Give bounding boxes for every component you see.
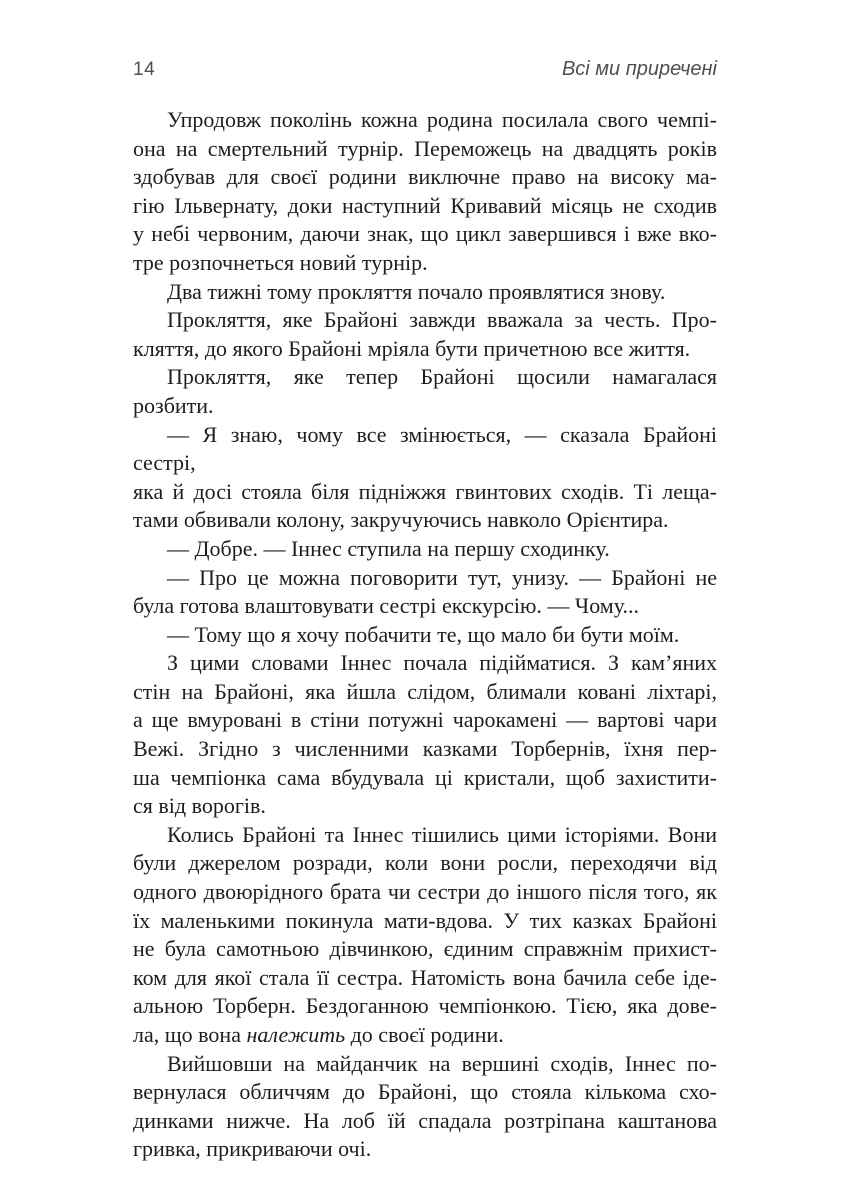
text-line: динками нижче. На лоб їй спадала розтріпана каштанова — [133, 1107, 717, 1133]
text-line: Упродовж поколінь кожна родина посилала свого чемпі- — [167, 107, 717, 132]
text-line: она на смертельний турнір. Переможець на двадцять років — [133, 135, 717, 161]
text-line: гію Ільвернату, доки наступний Кривавий місяць не сходив — [133, 192, 717, 218]
text-line: — Добре. — Іннес ступила на першу сходинку. — [167, 535, 610, 561]
text-line: альною Торберн. Бездоганною чемпіонкою. Тією, яка дове- — [133, 993, 717, 1019]
text-line: тами обвивали колону, закручуючись навколо Орієнтира. — [133, 507, 669, 533]
text-line: яка й досі стояла біля підніжжя гвинтових сходів. Ті леща- — [133, 478, 717, 504]
paragraph — [133, 306, 717, 363]
text-line: одного двоюрідного брата чи сестри до іншого після того, як — [133, 879, 717, 905]
text-line: у небі червоним, даючи знак, що цикл завершився і вже вко- — [133, 221, 717, 247]
paragraph — [133, 278, 717, 307]
text-line: їх маленькими покинула мати-вдова. У тих казках Брайоні — [133, 907, 717, 933]
text-line: З цими словами Іннес почала підійматися. З кам’яних — [167, 650, 717, 676]
paragraph — [133, 106, 717, 278]
text-line: ла, що вона належить до своєї родини. — [133, 1022, 504, 1047]
text-line: кляття, до якого Брайоні мріяла бути причетною все життя. — [133, 335, 691, 361]
text-line: Прокляття, яке тепер Брайоні щосили намагалася розбити. — [133, 364, 717, 418]
text-block — [133, 106, 717, 1164]
paragraph — [133, 535, 717, 564]
paragraph — [133, 649, 717, 821]
text-line: — Про це можна поговорити тут, унизу. — Брайоні не — [167, 564, 717, 590]
text-line: Вийшовши на майданчик на вершині сходів, Іннес по- — [167, 1050, 717, 1076]
text-line: тре розпочнеться новий турнір. — [133, 249, 428, 275]
paragraph — [133, 1050, 717, 1164]
text-line: здобував для своєї родини виключне право на високу ма- — [133, 164, 717, 190]
paragraph — [133, 564, 717, 621]
paragraph — [133, 363, 717, 420]
paragraph — [133, 621, 717, 650]
text-line: а ще вмуровані в стіни потужні чарокамені — вартові чари — [133, 707, 717, 733]
text-line: вернулася обличчям до Брайоні, що стояла кількома схо- — [133, 1079, 717, 1105]
text-line: — Я знаю, чому все змінюється, — сказала Брайоні сестрі, — [133, 421, 717, 476]
running-title: Всі ми приречені — [561, 58, 717, 80]
text-line: Два тижні тому прокляття почало проявлятися знову. — [167, 278, 666, 304]
text-line: гривка, прикриваючи очі. — [133, 1136, 372, 1162]
text-line: Вежі. Згідно з численними казками Торбернів, їхня пер- — [133, 736, 717, 762]
text-line: не була самотньою дівчинкою, єдиним справжнім прихист- — [133, 936, 717, 962]
paragraph — [133, 821, 717, 1050]
paragraph — [133, 421, 717, 535]
text-line: ша чемпіонка сама вбудувала ці кристали, щоб захистити- — [133, 764, 717, 790]
page-header — [133, 58, 717, 81]
text-line: ся від ворогів. — [133, 793, 266, 819]
text-line: була готова влаштовувати сестрі екскурсію. — Чому... — [133, 593, 639, 619]
text-line: Колись Брайоні та Іннес тішились цими історіями. Вони — [167, 821, 717, 847]
text-line: стін на Брайоні, яка йшла слідом, блимали ковані ліхтарі, — [133, 678, 717, 704]
page-number: 14 — [133, 59, 156, 80]
italic-word: належить — [246, 1022, 346, 1047]
text-line: були джерелом розради, коли вони росли, переходячи від — [133, 850, 717, 876]
text-line: ком для якої стала її сестра. Натомість вона бачила себе іде- — [133, 964, 717, 990]
text-line: — Тому що я хочу побачити те, що мало би бути моїм. — [167, 621, 680, 647]
text-line: Прокляття, яке Брайоні завжди вважала за честь. Про- — [167, 307, 717, 333]
